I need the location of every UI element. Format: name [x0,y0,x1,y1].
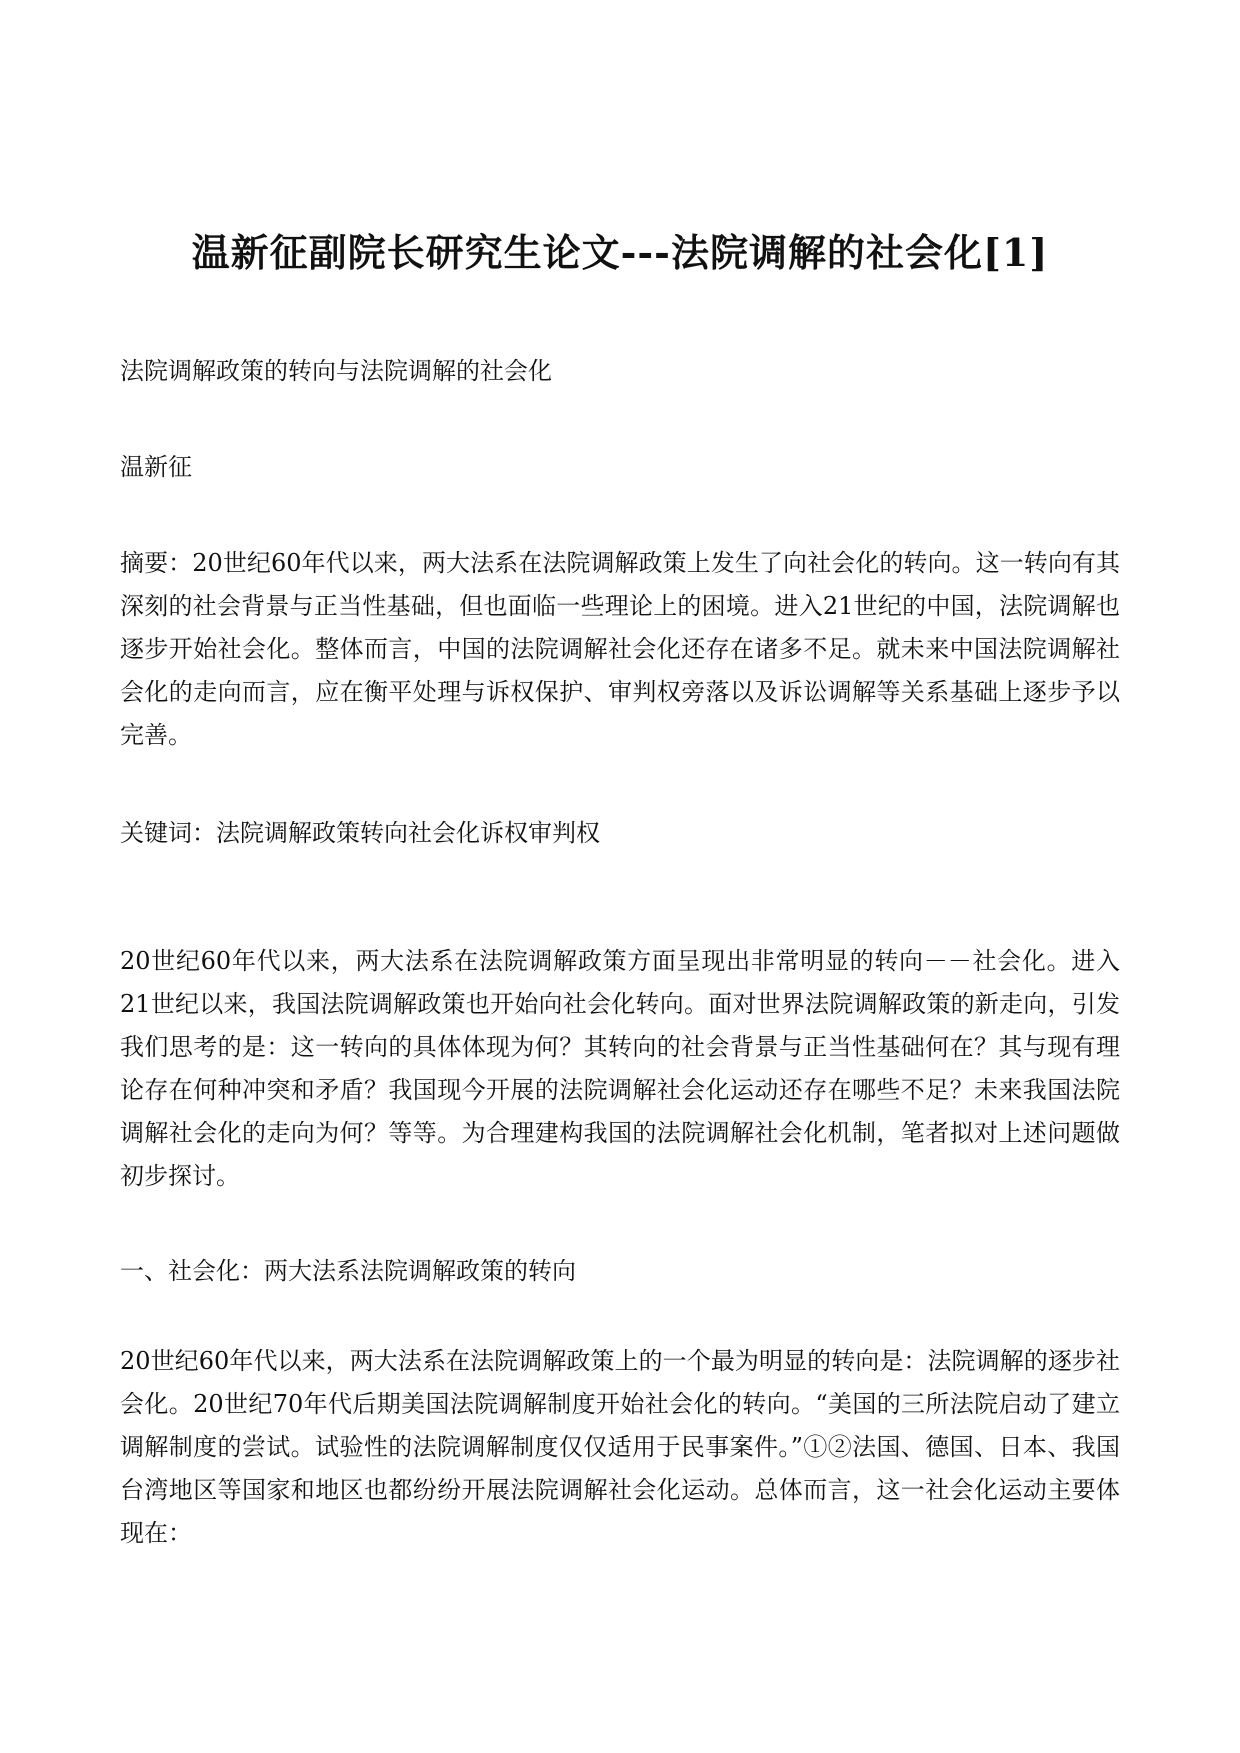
document-subtitle: 法院调解政策的转向与法院调解的社会化 [120,357,552,385]
document-title: 温新征副院长研究生论文---法院调解的社会化[1] [191,230,1049,275]
section-heading: 一、社会化：两大法系法院调解政策的转向 [120,1257,576,1285]
body-paragraph: 20世纪60年代以来，两大法系在法院调解政策上的一个最为明显的转向是：法院调解的逐步社会化。20世纪70年代后期美国法院调解制度开始社会化的转向。“美国的三所法院启动了建立调解制度的尝试。试验性的法院调解制度仅仅适用于民事案件。”①②法国、德国、日本、我国台湾地区等国家和地区也都纷纷开展法院调解社会化运动。总体而言，这一社会化运动主要体现在： [120,1347,1120,1547]
intro-paragraph: 20世纪60年代以来，两大法系在法院调解政策方面呈现出非常明显的转向－－社会化。进入21世纪以来，我国法院调解政策也开始向社会化转向。面对世界法院调解政策的新走向，引发我们思考的是：这一转向的具体体现为何？其转向的社会背景与正当性基础何在？其与现有理论存在何种冲突和矛盾？我国现今开展的法院调解社会化运动还存在哪些不足？未来我国法院调解社会化的走向为何？等等。为合理建构我国的法院调解社会化机制，笔者拟对上述问题做初步探讨。 [120,947,1120,1190]
keywords-line: 关键词：法院调解政策转向社会化诉权审判权 [120,819,600,847]
author-name: 温新征 [120,453,192,481]
abstract-paragraph: 摘要：20世纪60年代以来，两大法系在法院调解政策上发生了向社会化的转向。这一转向有其深刻的社会背景与正当性基础，但也面临一些理论上的困境。进入21世纪的中国，法院调解也逐步开始社会化。整体而言，中国的法院调解社会化还存在诸多不足。就未来中国法院调解社会化的走向而言，应在衡平处理与诉权保护、审判权旁落以及诉讼调解等关系基础上逐步予以完善。 [120,549,1120,749]
